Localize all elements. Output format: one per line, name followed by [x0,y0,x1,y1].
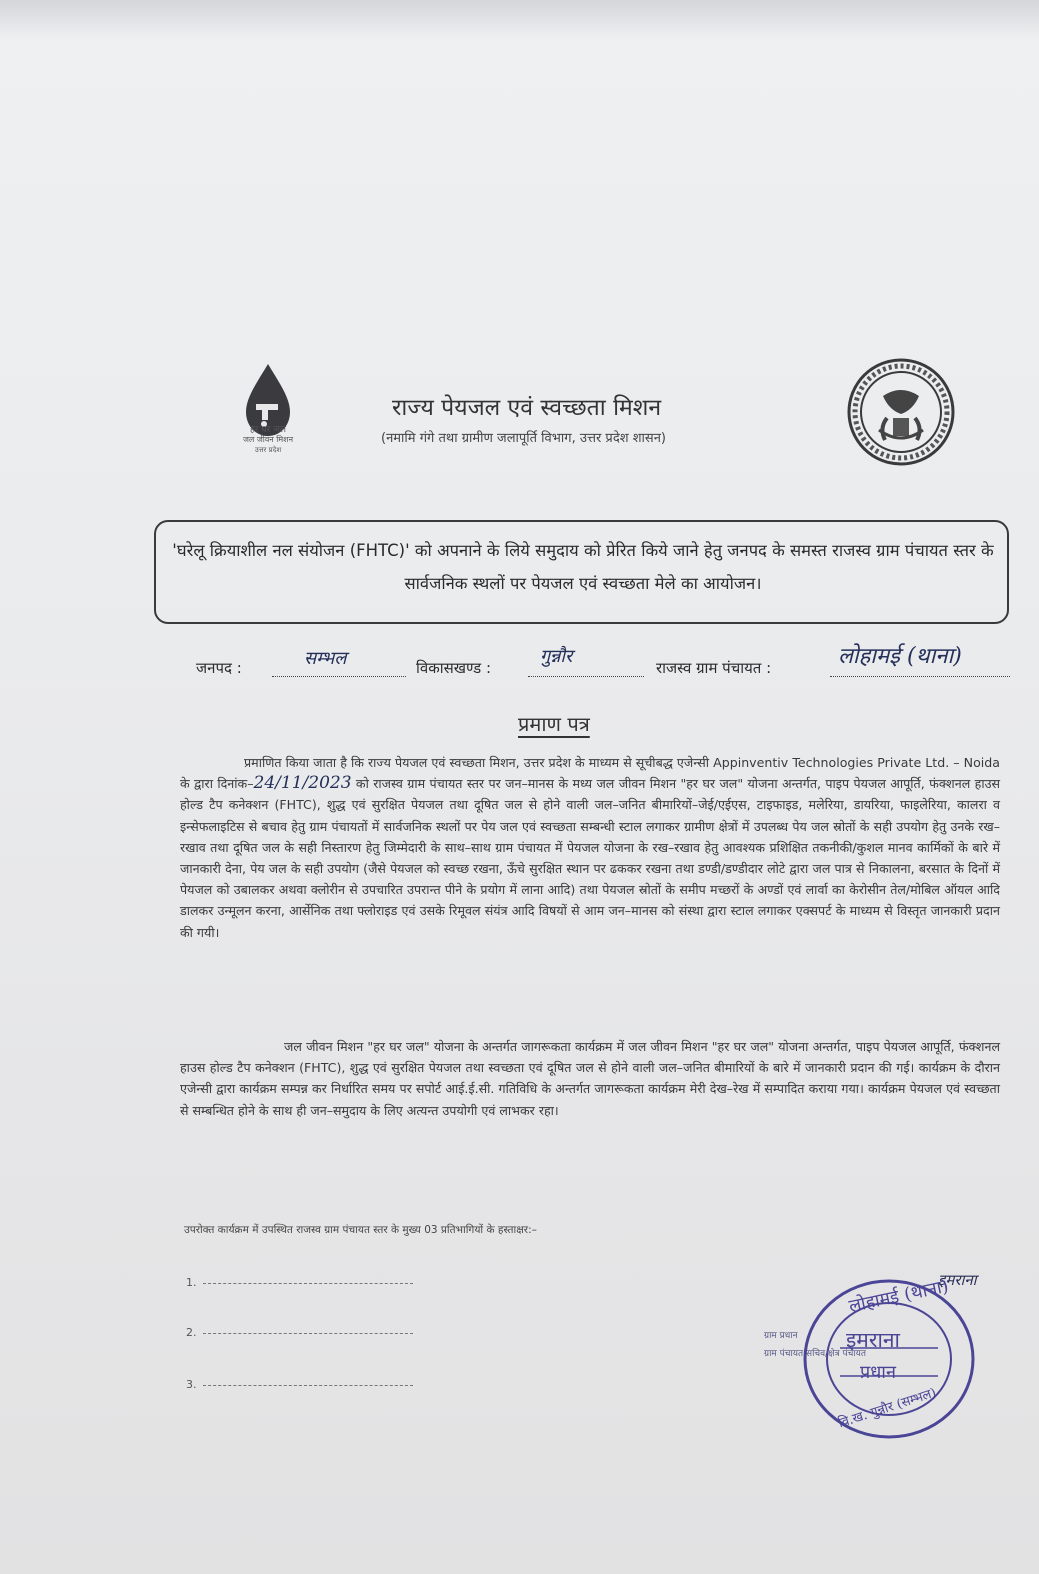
pradhan-label: ग्राम प्रधान [764,1331,798,1341]
handwritten-signature: इमराना [938,1271,977,1289]
panchayat-label: राजस्व ग्राम पंचायत : [656,659,772,677]
certificate-paragraph-2: जल जीवन मिशन "हर घर जल" योजना के अन्तर्गत जागरूकता कार्यक्रम में जल जीवन मिशन "हर घर जल" योजना अन्तर्गत, पाइप पेयजल आपूर्ति, फंक्शनल हाउस होल्ड टैप कनेक्शन (FHTC), शुद्ध एवं सुरक्षित पेयजल तथा स्वच्छता एवं दूषित जल से होने वाली जल–जनित बीमारियों के बारे में जानकारी प्रदान की गई। कार्यक्रम के दौरान एजेन्सी द्वारा कार्यक्रम सम्पन्न कर निर्धारित समय पर सपोर्ट आई.ई.सी. गतिविधि के अन्तर्गत जागरूकता कार्यक्रम मेरी देख–रेख में सम्पादित कराया गया। कार्यक्रम पेयजल एवं स्वच्छता से सम्बन्धित होने के साथ ही जन–समुदाय के लिए अत्यन्त उपयोगी एवं लाभकर रहा। [180,1039,1000,1118]
signature-line-3 [186,1378,413,1391]
mission-subtitle: (नमामि गंगे तथा ग्रामीण जलापूर्ति विभाग, उत्तर प्रदेश शासन) [381,431,666,446]
certificate-paragraph-1 [180,752,1000,943]
mission-title: राज्य पेयजल एवं स्वच्छता मिशन [392,395,662,421]
secretary-label: ग्राम पंचायत सचिव/क्षेत्र पंचायत [764,1349,866,1359]
signature-dash [203,1333,413,1334]
page-shadow [0,0,1039,40]
logo-caption-1: हर घर जल [250,425,286,435]
signature-dash [203,1385,413,1386]
certificate-title: प्रमाण पत्र [518,712,590,736]
up-government-emblem-icon [845,356,957,468]
signature-line-number: 2. [186,1326,197,1339]
signature-line-number: 1. [186,1276,197,1289]
block-value: गुन्नौर [540,646,573,667]
logo-caption-2: जल जीवन मिशन [242,435,294,444]
attendance-note: उपरोक्त कार्यक्रम में उपस्थित राजस्व ग्राम पंचायत स्तर के मुख्य 03 प्रतिभागियों के हस्ताक्षर:– [184,1224,537,1236]
handwritten-date: 24/11/2023 [253,773,352,794]
logo-caption-3: उत्तर प्रदेश [254,446,282,454]
block-dotted-line [528,668,644,677]
panchayat-value: लोहामई (थाना) [838,644,962,669]
signature-dash [203,1283,413,1284]
seal-block-district: वि.ख. गुन्नौर (सम्भल) [836,1385,939,1432]
district-value: सम्भल [304,648,347,669]
block-label: विकासखण्ड : [416,659,492,677]
signature-line-number: 3. [186,1378,197,1391]
district-label: जनपद : [196,659,242,677]
seal-village-name: लोहामई (थाना) [847,1275,951,1318]
para1-part-a: प्रमाणित किया जाता है कि राज्य पेयजल एवं स्वच्छता मिशन, उत्तर प्रदेश के माध्यम से सूचीबद्ध एजेन्सी Appinventiv Technologies Private Ltd. – Noida के द्वारा दिनांक– [180,755,1000,792]
seal-pradhan-name: इमराना [846,1328,900,1352]
signature-line-2 [186,1326,413,1339]
notice-text: 'घरेलू क्रियाशील नल संयोजन (FHTC)' को अपनाने के लिये समुदाय को प्रेरित किये जाने हेतु जनपद के समस्त राजस्व ग्राम पंचायत स्तर के सार्वजनिक स्थलों पर पेयजल एवं स्वच्छता मेले का आयोजन। [172,541,994,593]
seal-role: प्रधान [860,1362,896,1383]
signature-line-1 [186,1276,413,1289]
para1-part-b: को राजस्व ग्राम पंचायत स्तर पर जन–मानस के मध्य जल जीवन मिशन "हर घर जल" योजना अन्तर्गत, पाइप पेयजल आपूर्ति, फंक्शनल हाउस होल्ड टैप कनेक्शन (FHTC), शुद्ध एवं सुरक्षित पेयजल तथा दूषित जल से होने वाली जल–जनित बीमारियों–जेई/एईएस, टाइफाइड, मलेरिया, डायरिया, फाइलेरिया, कालरा व इन्सेफलाइटिस से बचाव हेतु ग्राम पंचायतों में सार्वजनिक स्थलों पर पेय जल एवं स्वच्छता सम्बन्धी स्टाल लगाकर ग्रामीण क्षेत्रों में उपलब्ध पेय जल स्रोतों के सही उपयोग हेतु उनके रख–रखाव तथा दूषित जल के सही निस्तारण हेतु जिम्मेदारी के साथ–साथ ग्राम पंचायत में पेयजल योजना के रख–रखाव हेतु आवश्यक प्रशिक्षित तकनीकी/कुशल मानव कार्मिकों के बारे में जानकारी देना, पेय जल के सही उपयोग (जैसे पेयजल को स्वच्छ रखना, ऊँचे सुरक्षित स्थान पर ढककर रखना तथा डण्डी/डण्डीदार लोटे द्वारा जल पात्र से निकालना, बरसात के दिनों में पेयजल को उबालकर अथवा क्लोरीन से उपचारित उपरान्त पीने के प्रयोग में लाना आदि) तथा पेयजल स्रोतों के समीप मच्छरों के अण्डों एवं लार्वा का केरोसीन तेल/मोबिल ऑयल आदि डालकर उन्मूलन करना, आर्सेनिक तथा फ्लोराइड एवं उसके रिमूवल संयंत्र आदि विषयों से आम जन–मानस को संस्था द्वारा स्टाल लगाकर एक्सपर्ट के माध्यम से विस्तृत जानकारी प्रदान की गयी। [180,776,1000,940]
